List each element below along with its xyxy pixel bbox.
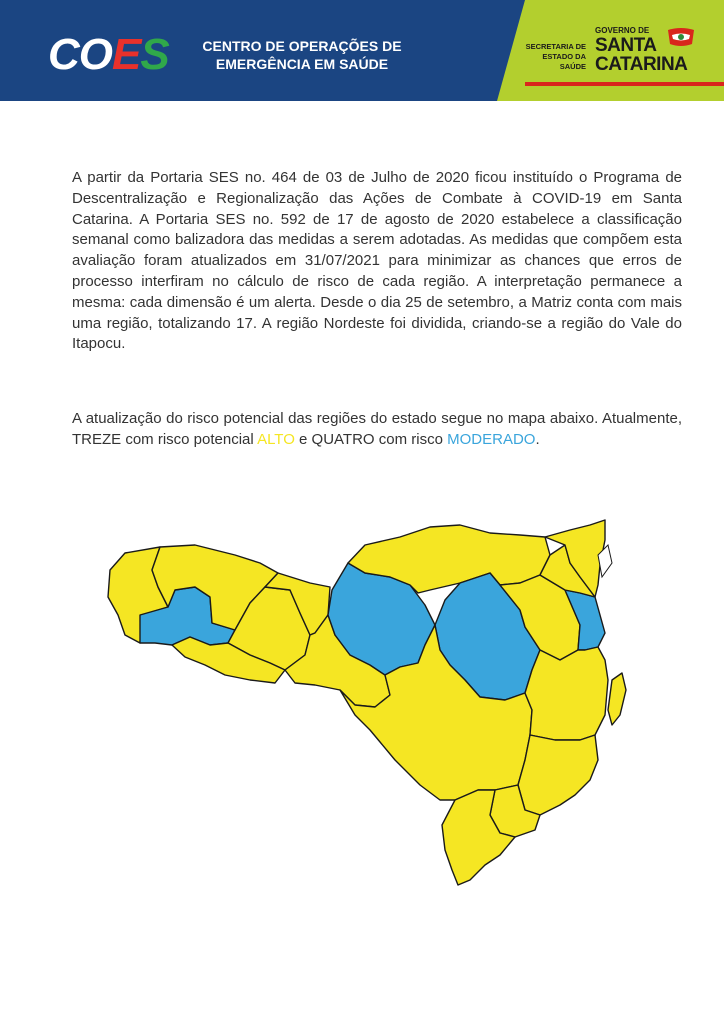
risk-text-middle: e QUATRO com risco [294,430,448,448]
moderado-highlight: MODERADO [447,430,536,448]
secretaria-label [520,42,586,72]
secretaria-line2: ESTADO DA [542,52,586,61]
header-title-line1: CENTRO DE OPERAÇÕES DE [202,38,402,54]
intro-paragraph: A partir da Portaria SES no. 464 de 03 de Julho de 2020 ficou instituído o Programa de Descentralização e Regionalização das Ações de Combate à COVID-19 em Santa Catarina. A Portaria SES no. 592 de 17 de agosto de 2020 estabelece a classificação semanal como balizadora das medidas a serem adotadas. As medidas que compõem esta avaliação foram atualizados em 31/07/2021 para minimizar as chances que erros de processo interfiram no cálculo de risco de cada região. A interpretação permanece a mesma: cada dimensão é um alerta. Desde o dia 25 de setembro, a Matriz conta com mais uma região, totalizando 17. A região Nordeste foi dividida, criando-se a região do Vale do Itapocu. [72,169,682,353]
flag-icon [666,26,696,48]
map-region-grande-florianopolis [525,647,608,740]
header-title [192,37,412,73]
governo-line3: CATARINA [595,54,688,75]
header-banner [0,0,724,101]
santa-catarina-risk-map [100,515,630,887]
governo-line1: GOVERNO DE [595,26,650,35]
secretaria-line1: SECRETARIA DE [525,42,586,51]
risk-text-start: A atualização do risco potencial das regiões do estado segue no mapa abaixo. Atualmente, TREZE com risco potencial [72,410,682,448]
risk-text-end: . [535,430,540,448]
map-region-ilha [608,673,626,725]
alto-highlight: ALTO [257,430,295,448]
header-red-strip [525,82,724,86]
header-title-line2: EMERGÊNCIA EM SAÚDE [215,56,389,72]
governo-line2: SANTA [595,35,657,56]
map-region-laguna [518,735,598,815]
coes-logo: COES [48,30,169,79]
risk-paragraph [72,409,682,451]
secretaria-line3: SAÚDE [559,62,586,71]
